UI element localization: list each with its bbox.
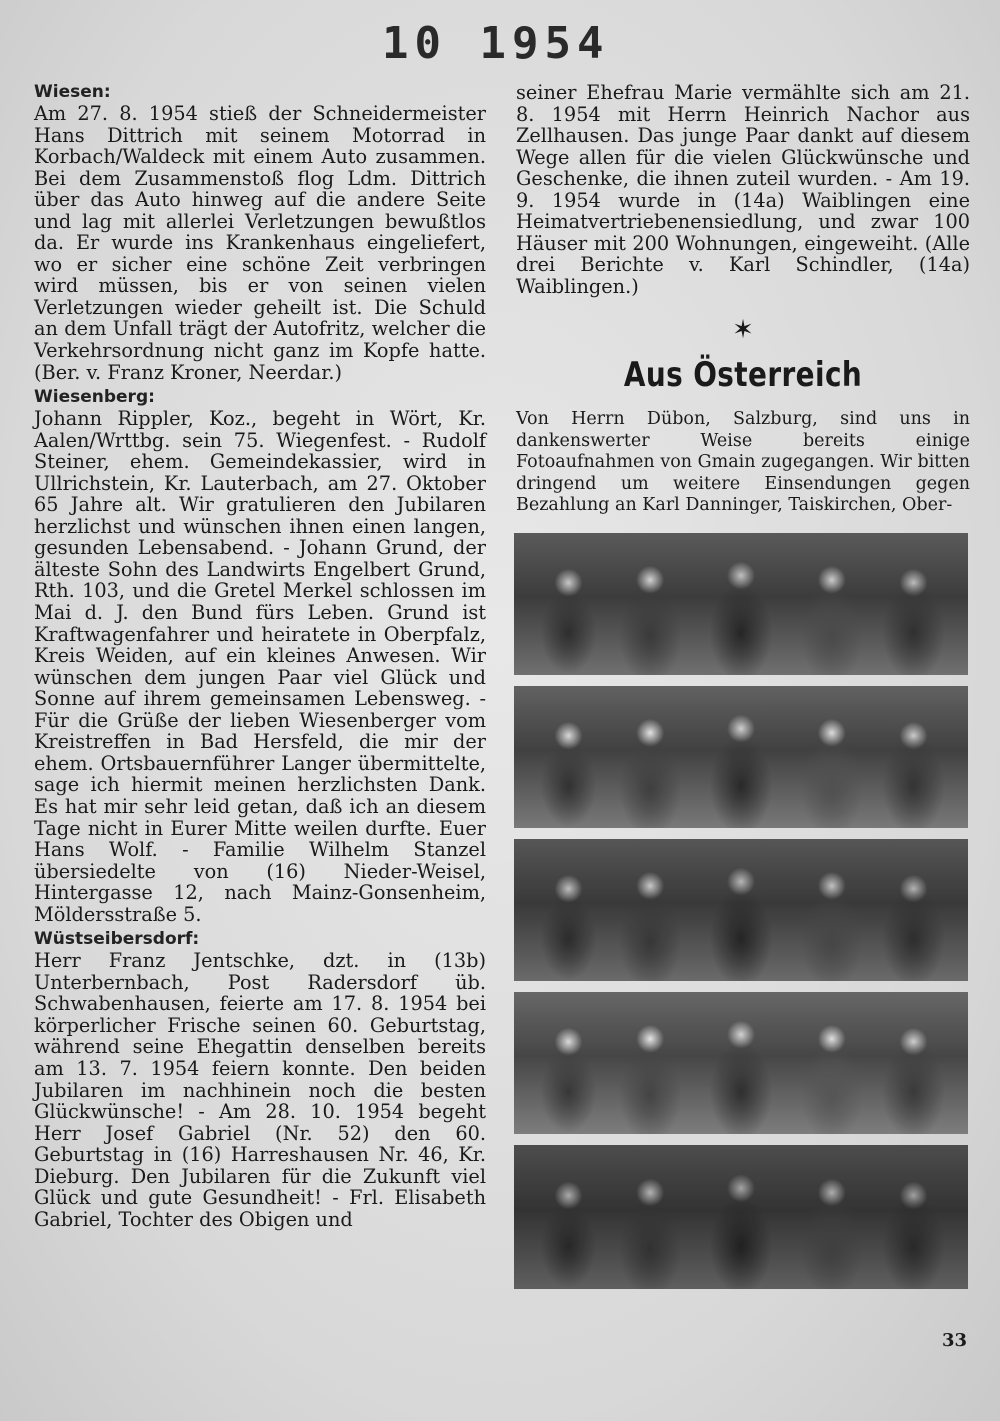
right-column	[516, 82, 970, 521]
group-photo-2	[514, 686, 968, 828]
article-continued: seiner Ehefrau Marie vermählte sich am 21. 8. 1954 mit Herrn Heinrich Nachor aus Zellhausen. Das junge Paar dankt auf diesem Wege allen für die vielen Glückwünsche und Geschenke, die ihnen zuteil wurden. - Am 19. 9. 1954 wurde in (14a) Waiblingen eine Heimatvertriebenensiedlung, und zwar 100 Häuser mit 200 Wohnungen, eingeweiht. (Alle drei Berichte v. Karl Schindler, (14a) Waiblingen.)	[516, 81, 970, 298]
section-heading-wuestseibersdorf: Wüstseibersdorf:	[34, 929, 200, 950]
article-wiesen: Am 27. 8. 1954 stieß der Schneidermeister Hans Dittrich mit seinem Motorrad in Korbach/Waldeck mit einem Auto zusammen. Bei dem Zusammenstoß flog Ldm. Dittrich über das Auto hinweg auf die andere Seite und lag mit allerlei Verletzungen bewußtlos da. Er wurde ins Krankenhaus eingeliefert, wo er sicher eine schöne Zeit verbringen wird müssen, bis er von seinen vielen Verletzungen wieder geheilt ist. Die Schuld an dem Unfall trägt der Autofritz, welcher die Verkehrsordnung nicht ganz im Kopfe hatte. (Ber. v. Franz Kroner, Neerdar.)	[34, 102, 486, 384]
photo-strip	[514, 533, 968, 1300]
group-photo-1	[514, 533, 968, 675]
group-photo-4	[514, 992, 968, 1134]
section-title: Aus Österreich	[623, 355, 863, 396]
date-stamp: 10 1954	[382, 18, 610, 69]
article-oesterreich: Von Herrn Dübon, Salzburg, sind uns in dankenswerter Weise bereits einige Fotoaufnahmen von Gmain zugegangen. Wir bitten dringend um weitere Einsendungen gegen Bezahlung an Karl Danninger, Taiskirchen, Ober-	[516, 409, 970, 516]
left-column	[34, 82, 486, 1234]
article-wiesenberg: Johann Rippler, Koz., begeht in Wört, Kr. Aalen/Wrttbg. sein 75. Wiegenfest. - Rudolf Steiner, ehem. Gemeindekassier, wird in Ullrichstein, Kr. Lauterbach, am 27. Oktober 65 Jahre alt. Wir gratulieren den Jubilaren herzlichst und wünschen ihnen einen langen, gesunden Lebensabend. - Johann Grund, der älteste Sohn des Landwirts Engelbert Grund, Rth. 103, und die Gretel Merkel schlossen im Mai d. J. den Bund fürs Leben. Grund ist Kraftwagenfahrer und heiratete in Oberpfalz, Kreis Weiden, auf ein kleines Anwesen. Wir wünschen dem jungen Paar viel Glück und Sonne auf ihrem gemeinsamen Lebensweg. - Für die Grüße der lieben Wiesenberger vom Kreistreffen in Bad Hersfeld, die mir der ehem. Ortsbauernführer Langer übermittelte, sage ich hiermit meinen herzlichsten Dank. Es hat mir sehr leid getan, daß ich an diesem Tage nicht in Eurer Mitte weilen durfte. Euer Hans Wolf. - Familie Wilhelm Stanzel übersiedelte von (16) Nieder-Weisel, Hintergasse 12, nach Mainz-Gonsenheim, Möldersstraße 5.	[34, 407, 486, 926]
group-photo-3	[514, 839, 968, 981]
article-wuestseibersdorf: Herr Franz Jentschke, dzt. in (13b) Unterbernbach, Post Radersdorf üb. Schwabenhausen, feierte am 17. 8. 1954 bei körperlicher Frische seinen 60. Geburtstag, während seine Ehegattin denselben bereits am 13. 7. 1954 feiern konnte. Den beiden Jubilaren im nachhinein noch die besten Glückwünsche! - Am 28. 10. 1954 begeht Herr Josef Gabriel (Nr. 52) den 60. Geburtstag in (16) Harreshausen Nr. 46, Kr. Dieburg. Den Jubilaren für die Zukunft viel Glück und gute Gesundheit! - Frl. Elisabeth Gabriel, Tochter des Obigen und	[34, 949, 486, 1231]
section-heading-wiesenberg: Wiesenberg:	[34, 387, 155, 408]
star-divider-icon: ✶	[732, 315, 754, 346]
section-heading-wiesen: Wiesen:	[34, 82, 111, 102]
group-photo-5	[514, 1145, 968, 1289]
page-number: 33	[942, 1330, 968, 1351]
